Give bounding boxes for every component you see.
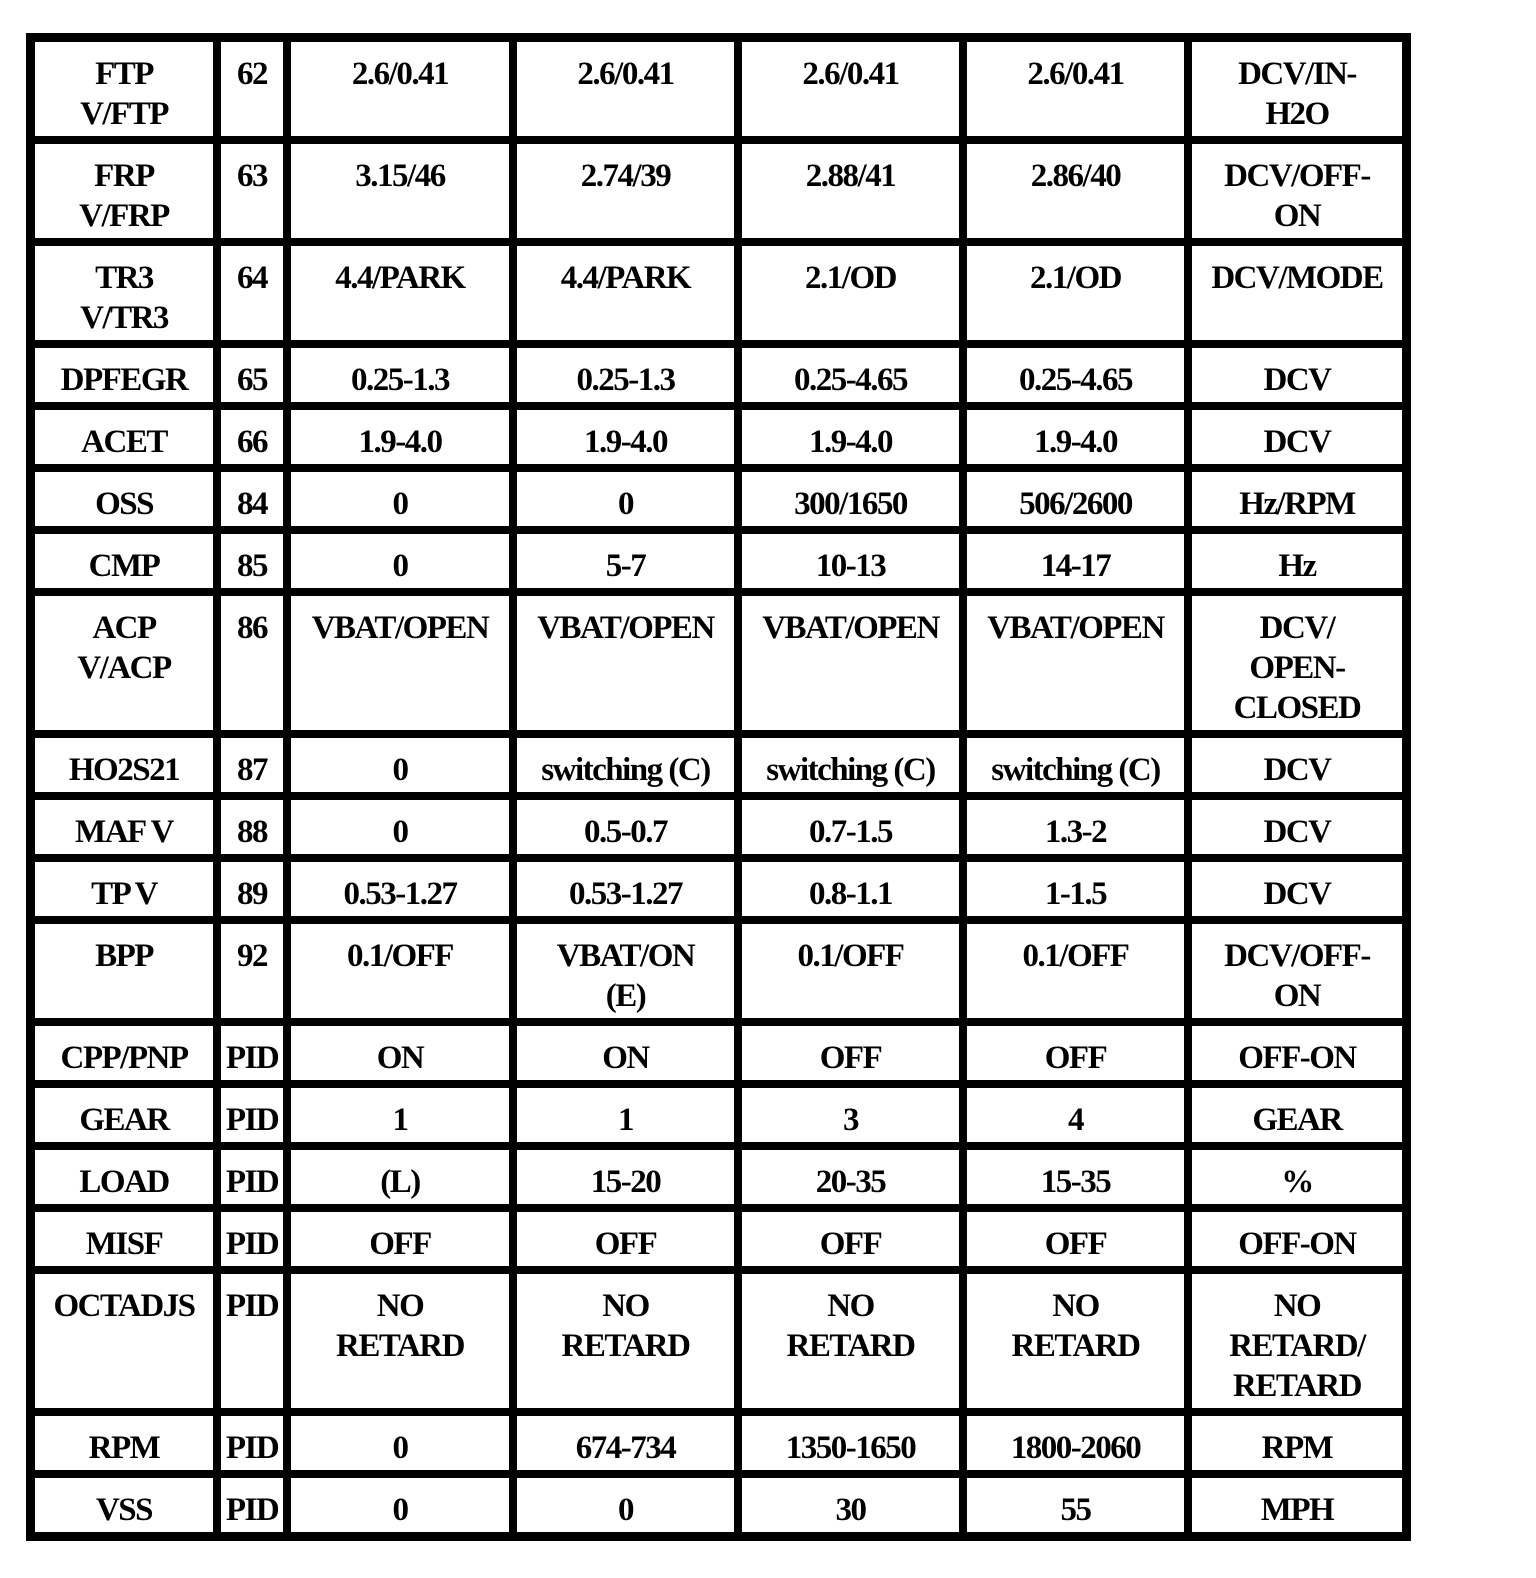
- table-cell-idle-value: [513, 1146, 738, 1208]
- table-cell-idle-value: [513, 1208, 738, 1270]
- table-cell-key-on-value: [287, 1084, 513, 1146]
- table-cell-speed-55-value: [963, 530, 1188, 592]
- cell-text: NO RETARD: [786, 1288, 915, 1364]
- table-cell-units: [1188, 1474, 1406, 1536]
- table-cell-speed-30-value: [738, 38, 963, 140]
- cell-text: 4: [1068, 1102, 1083, 1138]
- table-cell-key-on-value: [287, 734, 513, 796]
- table-cell-key-on-value: [287, 1146, 513, 1208]
- table-row: [31, 858, 1406, 920]
- cell-text: 5-7: [605, 548, 646, 584]
- cell-text: 15-35: [1040, 1164, 1111, 1200]
- table-cell-key-on-value: [287, 38, 513, 140]
- cell-text: 62: [237, 56, 267, 92]
- table-cell-speed-55-value: [963, 592, 1188, 734]
- table-cell-idle-value: [513, 530, 738, 592]
- table-cell-units: [1188, 1208, 1406, 1270]
- cell-text: 88: [237, 814, 267, 850]
- table-cell-pin-number: [217, 858, 287, 920]
- cell-text: PID: [225, 1226, 279, 1262]
- cell-text: 85: [237, 548, 267, 584]
- cell-text: VBAT/OPEN: [537, 610, 714, 646]
- table-cell-units: [1188, 140, 1406, 242]
- table-row: [31, 530, 1406, 592]
- cell-text: DCV: [1263, 362, 1331, 398]
- table-cell-signal-name: [31, 1208, 217, 1270]
- cell-text: 2.6/0.41: [1027, 56, 1124, 92]
- table-cell-speed-55-value: [963, 1474, 1188, 1536]
- table-cell-idle-value: [513, 468, 738, 530]
- table-cell-speed-30-value: [738, 1146, 963, 1208]
- table-cell-speed-55-value: [963, 1208, 1188, 1270]
- cell-text: ON: [376, 1040, 424, 1076]
- cell-text: 2.6/0.41: [351, 56, 449, 92]
- cell-text: 0.7-1.5: [809, 814, 892, 850]
- cell-text: 0.1/OFF: [797, 938, 904, 974]
- table-cell-units: [1188, 1146, 1406, 1208]
- cell-text: OFF-ON: [1238, 1226, 1356, 1262]
- cell-text: 87: [237, 752, 267, 788]
- cell-text: VBAT/ON (E): [556, 938, 695, 1014]
- cell-text: 300/1650: [794, 486, 907, 522]
- table-cell-idle-value: [513, 1474, 738, 1536]
- cell-text: 89: [237, 876, 267, 912]
- table-cell-signal-name: [31, 920, 217, 1022]
- cell-text: HO2S21: [68, 752, 180, 788]
- table-cell-pin-number: [217, 344, 287, 406]
- table-cell-speed-30-value: [738, 796, 963, 858]
- table-cell-idle-value: [513, 406, 738, 468]
- table-cell-speed-55-value: [963, 38, 1188, 140]
- cell-text: 64: [237, 260, 267, 296]
- table-cell-speed-55-value: [963, 734, 1188, 796]
- cell-text: GEAR: [79, 1102, 169, 1138]
- cell-text: 20-35: [815, 1164, 886, 1200]
- table-cell-key-on-value: [287, 1208, 513, 1270]
- table-cell-key-on-value: [287, 242, 513, 344]
- table-cell-pin-number: [217, 1022, 287, 1084]
- table-cell-signal-name: [31, 530, 217, 592]
- cell-text: 0: [392, 548, 408, 584]
- cell-text: 1-1.5: [1044, 876, 1107, 912]
- cell-text: VSS: [95, 1492, 153, 1528]
- cell-text: 674-734: [575, 1430, 676, 1466]
- table-cell-pin-number: [217, 1412, 287, 1474]
- cell-text: DCV: [1263, 752, 1331, 788]
- table-cell-idle-value: [513, 734, 738, 796]
- cell-text: 0.53-1.27: [343, 876, 457, 912]
- table-row: [31, 1270, 1406, 1412]
- table-row: [31, 406, 1406, 468]
- cell-text: CMP: [88, 548, 160, 584]
- table-cell-signal-name: [31, 344, 217, 406]
- cell-text: 55: [1060, 1492, 1091, 1528]
- cell-text: MISF: [85, 1226, 163, 1262]
- table-cell-speed-30-value: [738, 1208, 963, 1270]
- table-cell-speed-30-value: [738, 734, 963, 796]
- table-cell-idle-value: [513, 796, 738, 858]
- table-cell-signal-name: [31, 734, 217, 796]
- table-cell-key-on-value: [287, 858, 513, 920]
- cell-text: 1.9-4.0: [584, 424, 667, 460]
- cell-text: 92: [237, 938, 267, 974]
- cell-text: 506/2600: [1019, 486, 1132, 522]
- table-cell-units: [1188, 406, 1406, 468]
- table-cell-key-on-value: [287, 1474, 513, 1536]
- table-row: [31, 734, 1406, 796]
- table-cell-pin-number: [217, 1208, 287, 1270]
- cell-text: NO RETARD: [1011, 1288, 1140, 1364]
- table-cell-idle-value: [513, 1022, 738, 1084]
- table-cell-pin-number: [217, 406, 287, 468]
- table-cell-signal-name: [31, 1412, 217, 1474]
- cell-text: 65: [237, 362, 267, 398]
- table-row: [31, 1022, 1406, 1084]
- cell-text: ACET: [81, 424, 167, 460]
- cell-text: NO RETARD: [336, 1288, 464, 1364]
- table-cell-units: [1188, 468, 1406, 530]
- table-cell-key-on-value: [287, 1022, 513, 1084]
- table-row: [31, 1474, 1406, 1536]
- table-cell-pin-number: [217, 468, 287, 530]
- table-cell-signal-name: [31, 1270, 217, 1412]
- cell-text: OFF: [819, 1040, 882, 1076]
- table-cell-idle-value: [513, 242, 738, 344]
- cell-text: 0.25-4.65: [794, 362, 907, 398]
- table-cell-units: [1188, 1270, 1406, 1412]
- table-cell-speed-30-value: [738, 1412, 963, 1474]
- cell-text: VBAT/OPEN: [762, 610, 939, 646]
- cell-text: 15-20: [590, 1164, 661, 1200]
- cell-text: 1350-1650: [785, 1430, 916, 1466]
- cell-text: NO RETARD/ RETARD: [1229, 1288, 1365, 1404]
- table-cell-pin-number: [217, 796, 287, 858]
- cell-text: 0: [392, 1430, 408, 1466]
- cell-text: OFF: [1044, 1040, 1107, 1076]
- table-cell-signal-name: [31, 796, 217, 858]
- table-cell-speed-55-value: [963, 1270, 1188, 1412]
- table-cell-signal-name: [31, 242, 217, 344]
- cell-text: DCV/OFF- ON: [1224, 158, 1370, 234]
- table-cell-key-on-value: [287, 1412, 513, 1474]
- table-cell-speed-30-value: [738, 920, 963, 1022]
- table-cell-pin-number: [217, 140, 287, 242]
- table-cell-speed-30-value: [738, 140, 963, 242]
- table-cell-units: [1188, 734, 1406, 796]
- cell-text: DCV: [1263, 876, 1331, 912]
- table-cell-signal-name: [31, 140, 217, 242]
- cell-text: OSS: [95, 486, 153, 522]
- cell-text: switching (C): [541, 752, 710, 788]
- table-cell-signal-name: [31, 1474, 217, 1536]
- table-cell-key-on-value: [287, 406, 513, 468]
- table-cell-idle-value: [513, 140, 738, 242]
- table-cell-pin-number: [217, 530, 287, 592]
- table-row: [31, 344, 1406, 406]
- cell-text: LOAD: [79, 1164, 169, 1200]
- table-cell-idle-value: [513, 1412, 738, 1474]
- table-row: [31, 1084, 1406, 1146]
- cell-text: PID: [225, 1430, 279, 1466]
- cell-text: VBAT/OPEN: [311, 610, 489, 646]
- table-row: [31, 1412, 1406, 1474]
- cell-text: 0.53-1.27: [569, 876, 682, 912]
- table-cell-speed-30-value: [738, 592, 963, 734]
- cell-text: 0: [618, 486, 633, 522]
- table-cell-speed-55-value: [963, 406, 1188, 468]
- cell-text: NO RETARD: [561, 1288, 690, 1364]
- cell-text: 2.6/0.41: [577, 56, 674, 92]
- cell-text: 0: [392, 814, 408, 850]
- cell-text: 0.8-1.1: [809, 876, 892, 912]
- table-cell-speed-30-value: [738, 1022, 963, 1084]
- cell-text: 66: [237, 424, 267, 460]
- cell-text: 0: [392, 1492, 408, 1528]
- cell-text: 14-17: [1040, 548, 1111, 584]
- table-cell-pin-number: [217, 592, 287, 734]
- cell-text: DPFEGR: [60, 362, 188, 398]
- cell-text: MPH: [1260, 1492, 1334, 1528]
- cell-text: ACP V/ACP: [77, 610, 171, 686]
- table-cell-units: [1188, 1022, 1406, 1084]
- cell-text: 0.25-1.3: [576, 362, 675, 398]
- cell-text: 0: [618, 1492, 633, 1528]
- cell-text: DCV/ OPEN- CLOSED: [1233, 610, 1361, 726]
- cell-text: DCV/IN- H2O: [1238, 56, 1356, 132]
- table-cell-speed-30-value: [738, 1474, 963, 1536]
- table-row: [31, 592, 1406, 734]
- table-cell-pin-number: [217, 920, 287, 1022]
- cell-text: DCV: [1263, 424, 1331, 460]
- table-cell-idle-value: [513, 858, 738, 920]
- table-cell-speed-55-value: [963, 1412, 1188, 1474]
- table-cell-pin-number: [217, 1474, 287, 1536]
- table-cell-idle-value: [513, 920, 738, 1022]
- table-cell-speed-55-value: [963, 1022, 1188, 1084]
- cell-text: 3: [843, 1102, 858, 1138]
- cell-text: OFF: [819, 1226, 882, 1262]
- cell-text: OFF: [1044, 1226, 1107, 1262]
- table-cell-units: [1188, 38, 1406, 140]
- table-cell-pin-number: [217, 1084, 287, 1146]
- cell-text: 0: [392, 486, 408, 522]
- table-cell-signal-name: [31, 406, 217, 468]
- table-cell-pin-number: [217, 242, 287, 344]
- table-cell-idle-value: [513, 592, 738, 734]
- cell-text: 0.1/OFF: [347, 938, 453, 974]
- cell-text: 2.6/0.41: [802, 56, 899, 92]
- cell-text: DCV/OFF- ON: [1224, 938, 1370, 1014]
- cell-text: DCV/MODE: [1211, 260, 1383, 296]
- table-cell-units: [1188, 858, 1406, 920]
- table-cell-key-on-value: [287, 468, 513, 530]
- table-row: [31, 1208, 1406, 1270]
- cell-text: 1.9-4.0: [1034, 424, 1117, 460]
- table-cell-key-on-value: [287, 1270, 513, 1412]
- table-cell-key-on-value: [287, 530, 513, 592]
- cell-text: switching (C): [766, 752, 935, 788]
- cell-text: 4.4/PARK: [335, 260, 465, 296]
- cell-text: GEAR: [1252, 1102, 1342, 1138]
- cell-text: 3.15/46: [355, 158, 445, 194]
- table-cell-speed-30-value: [738, 1270, 963, 1412]
- table-cell-speed-55-value: [963, 1084, 1188, 1146]
- cell-text: PID: [225, 1102, 279, 1138]
- table-cell-signal-name: [31, 1022, 217, 1084]
- cell-text: PID: [225, 1040, 279, 1076]
- table-cell-speed-55-value: [963, 468, 1188, 530]
- cell-text: 0.5-0.7: [584, 814, 667, 850]
- cell-text: OFF: [369, 1226, 431, 1262]
- cell-text: 30: [835, 1492, 866, 1528]
- cell-text: PID: [225, 1164, 279, 1200]
- table-cell-signal-name: [31, 1146, 217, 1208]
- table-cell-idle-value: [513, 344, 738, 406]
- cell-text: RPM: [88, 1430, 160, 1466]
- cell-text: 10-13: [815, 548, 886, 584]
- cell-text: 0.25-4.65: [1019, 362, 1132, 398]
- cell-text: ON: [602, 1040, 649, 1076]
- cell-text: FTP V/FTP: [80, 56, 168, 132]
- cell-text: (L): [380, 1164, 420, 1200]
- table-cell-idle-value: [513, 38, 738, 140]
- table-cell-units: [1188, 920, 1406, 1022]
- table-cell-idle-value: [513, 1084, 738, 1146]
- table-body: [31, 38, 1406, 1536]
- cell-text: TR3 V/TR3: [80, 260, 168, 336]
- cell-text: 84: [237, 486, 267, 522]
- table-cell-speed-55-value: [963, 344, 1188, 406]
- table-cell-speed-30-value: [738, 858, 963, 920]
- cell-text: OFF: [594, 1226, 657, 1262]
- table-cell-speed-30-value: [738, 1084, 963, 1146]
- table-cell-speed-55-value: [963, 1146, 1188, 1208]
- cell-text: Hz/RPM: [1239, 486, 1355, 522]
- cell-text: VBAT/OPEN: [987, 610, 1164, 646]
- table-cell-pin-number: [217, 38, 287, 140]
- cell-text: TP V: [91, 876, 157, 912]
- cell-text: FRP V/FRP: [79, 158, 169, 234]
- cell-text: switching (C): [991, 752, 1160, 788]
- table-cell-speed-55-value: [963, 920, 1188, 1022]
- table-cell-pin-number: [217, 1270, 287, 1412]
- table-cell-units: [1188, 796, 1406, 858]
- table-cell-units: [1188, 530, 1406, 592]
- table-cell-speed-55-value: [963, 796, 1188, 858]
- table-cell-pin-number: [217, 1146, 287, 1208]
- cell-text: OCTADJS: [53, 1288, 195, 1324]
- table-cell-signal-name: [31, 468, 217, 530]
- table-cell-pin-number: [217, 734, 287, 796]
- table-cell-units: [1188, 242, 1406, 344]
- table-cell-key-on-value: [287, 140, 513, 242]
- cell-text: 1.9-4.0: [358, 424, 442, 460]
- cell-text: 1800-2060: [1010, 1430, 1141, 1466]
- cell-text: 1: [618, 1102, 633, 1138]
- cell-text: DCV: [1263, 814, 1331, 850]
- cell-text: 2.74/39: [580, 158, 671, 194]
- table-row: [31, 468, 1406, 530]
- table-row: [31, 796, 1406, 858]
- table-row: [31, 1146, 1406, 1208]
- cell-text: 2.1/OD: [805, 260, 896, 296]
- table-cell-speed-30-value: [738, 242, 963, 344]
- cell-text: 0.25-1.3: [351, 362, 449, 398]
- table-cell-signal-name: [31, 858, 217, 920]
- table-row: [31, 140, 1406, 242]
- cell-text: 0.1/OFF: [1022, 938, 1129, 974]
- table-cell-speed-55-value: [963, 858, 1188, 920]
- table-cell-speed-30-value: [738, 406, 963, 468]
- cell-text: %: [1281, 1164, 1313, 1200]
- table-cell-signal-name: [31, 38, 217, 140]
- table-cell-key-on-value: [287, 920, 513, 1022]
- cell-text: 0: [392, 752, 408, 788]
- cell-text: 86: [237, 610, 267, 646]
- cell-text: 63: [237, 158, 267, 194]
- table-cell-speed-55-value: [963, 242, 1188, 344]
- table-cell-speed-55-value: [963, 140, 1188, 242]
- cell-text: BPP: [95, 938, 153, 974]
- cell-text: PID: [225, 1288, 279, 1324]
- table-cell-units: [1188, 1084, 1406, 1146]
- table-cell-signal-name: [31, 592, 217, 734]
- table-cell-key-on-value: [287, 344, 513, 406]
- table-row: [31, 38, 1406, 140]
- pid-reference-table-container: [26, 33, 1411, 1541]
- cell-text: 2.86/40: [1030, 158, 1121, 194]
- cell-text: CPP/PNP: [60, 1040, 188, 1076]
- table-cell-signal-name: [31, 1084, 217, 1146]
- cell-text: 2.88/41: [805, 158, 896, 194]
- table-row: [31, 920, 1406, 1022]
- pid-reference-table: [26, 33, 1411, 1541]
- cell-text: OFF-ON: [1238, 1040, 1356, 1076]
- table-cell-units: [1188, 1412, 1406, 1474]
- table-cell-units: [1188, 592, 1406, 734]
- table-cell-speed-30-value: [738, 468, 963, 530]
- cell-text: MAF V: [75, 814, 173, 850]
- cell-text: 1: [392, 1102, 408, 1138]
- cell-text: 1.3-2: [1044, 814, 1107, 850]
- table-cell-key-on-value: [287, 796, 513, 858]
- cell-text: 2.1/OD: [1030, 260, 1121, 296]
- cell-text: PID: [225, 1492, 279, 1528]
- cell-text: 4.4/PARK: [560, 260, 691, 296]
- cell-text: RPM: [1261, 1430, 1333, 1466]
- table-cell-idle-value: [513, 1270, 738, 1412]
- table-cell-speed-30-value: [738, 344, 963, 406]
- table-cell-key-on-value: [287, 592, 513, 734]
- cell-text: 1.9-4.0: [809, 424, 892, 460]
- table-row: [31, 242, 1406, 344]
- cell-text: Hz: [1278, 548, 1316, 584]
- table-cell-speed-30-value: [738, 530, 963, 592]
- table-cell-units: [1188, 344, 1406, 406]
